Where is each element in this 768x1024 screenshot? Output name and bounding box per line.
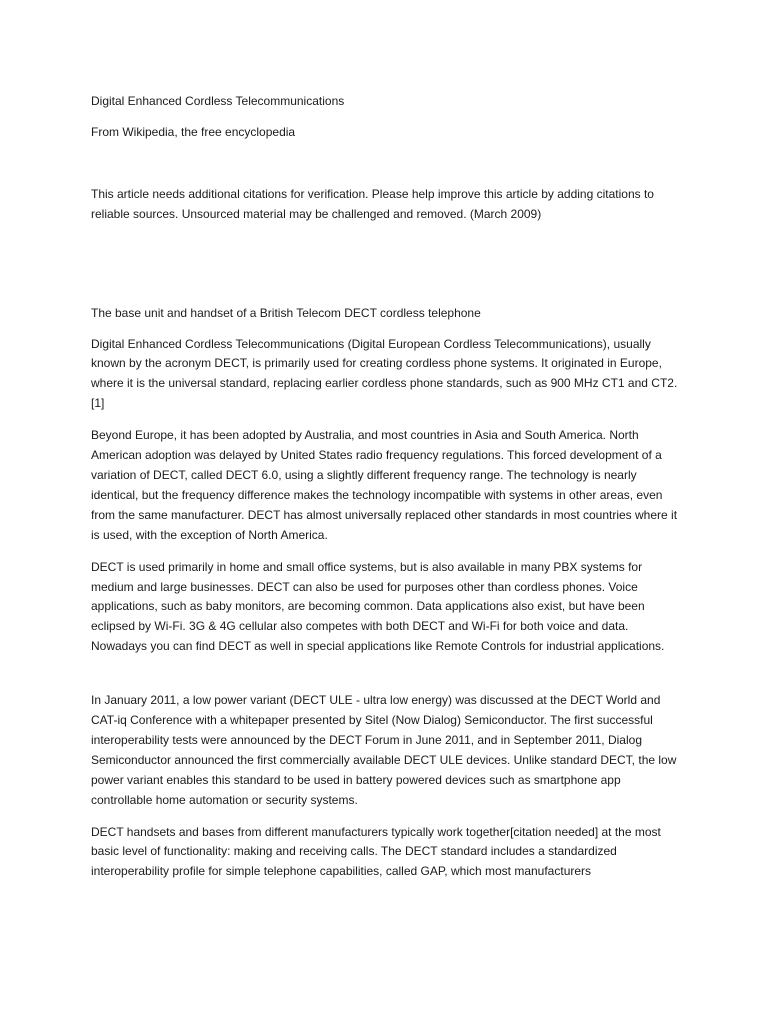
document-title: Digital Enhanced Cordless Telecommunications — [91, 94, 345, 108]
citation-notice: This article needs additional citations for verification. Please help improve this article by adding citations to reliable sources. Unsourced material may be challenged and removed. (March 2009) — [91, 186, 654, 221]
paragraph: In January 2011, a low power variant (DECT ULE - ultra low energy) was discussed at the DECT World and CAT-iq Conference with a whitepaper presented by Sitel (Now Dialog) Semiconductor. The first successful interoperability tests were announced by the DECT Forum in June 2011, and in September 2011, Dialog Semiconductor announced the first commercially available DECT ULE devices. Unlike standard DECT, the low power variant enables this standard to be used in battery powered devices such as smartphone app controllable home automation or security systems. — [91, 693, 677, 807]
paragraph: DECT handsets and bases from different manufacturers typically work together[citation needed] at the most basic level of functionality: making and receiving calls. The DECT standard includes a standardized interoperability profile for simple telephone capabilities, called GAP, which most manufacturers — [91, 824, 661, 879]
paragraph: DECT is used primarily in home and small office systems, but is also available in many PBX systems for medium and large businesses. DECT can also be used for purposes other than cordless phones. Voice applications, such as baby monitors, are becoming common. Data applications also exist, but have been eclipsed by Wi-Fi. 3G & 4G cellular also competes with both DECT and Wi-Fi for both voice and data. Nowadays you can find DECT as well in special applications like Remote Controls for industrial applications. — [91, 559, 665, 654]
image-caption: The base unit and handset of a British Telecom DECT cordless telephone — [91, 305, 481, 320]
document-body — [91, 92, 683, 882]
paragraph: Digital Enhanced Cordless Telecommunications (Digital European Cordless Telecommunications), usually known by the acronym DECT, is primarily used for creating cordless phone systems. It originated in Europe, where it is the universal standard, replacing earlier cordless phone standards, such as 900 MHz CT1 and CT2.[1] — [91, 336, 678, 411]
document-subtitle: From Wikipedia, the free encyclopedia — [91, 124, 296, 139]
paragraph: Beyond Europe, it has been adopted by Australia, and most countries in Asia and South America. North American adoption was delayed by United States radio frequency regulations. This forced development of a variation of DECT, called DECT 6.0, using a slightly different frequency range. The technology is nearly identical, but the frequency difference makes the technology incompatible with systems in other areas, even from the same manufacturer. DECT has almost universally replaced other standards in most countries where it is used, with the exception of North America. — [91, 428, 678, 542]
